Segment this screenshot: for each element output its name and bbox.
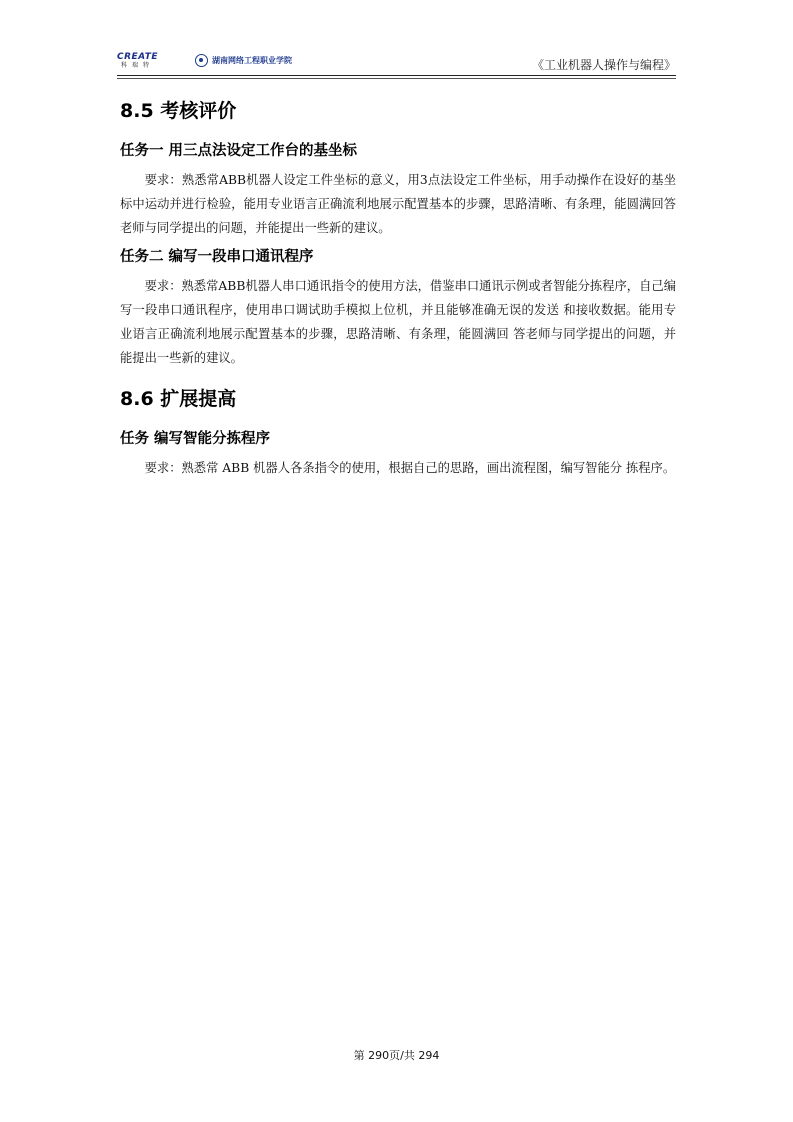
create-logo-chinese: 科瑞特 — [121, 62, 155, 69]
create-logo — [117, 52, 181, 74]
school-logo — [195, 52, 292, 68]
page-footer: 第 290页/共 294 — [353, 1049, 440, 1062]
header-rule — [117, 75, 676, 76]
create-logo-wordmark: CREATE — [117, 52, 159, 62]
task-title-1: 任务一 用三点法设定工作台的基坐标 — [120, 143, 358, 159]
page-header — [117, 48, 676, 76]
school-name: 湖南网络工程职业学院 — [212, 55, 292, 65]
section-title-8-5: 8.5 考核评价 — [120, 100, 237, 122]
page-content — [120, 96, 676, 480]
task-title-2: 任务二 编写一段串口通讯程序 — [120, 249, 314, 265]
header-rule-thin — [117, 78, 676, 79]
book-title: 《工业机器人操作与编程》 — [531, 58, 676, 72]
task-body-3: 要求：熟悉常 ABB 机器人各条指令的使用，根据自己的思路，画出流程图，编写智能分 拣程序。 — [144, 461, 676, 475]
school-seal-icon — [195, 54, 208, 67]
task-title-3: 任务 编写智能分拣程序 — [120, 431, 271, 447]
task-body-1: 要求：熟悉常ABB机器人设定工件坐标的意义，用3点法设定工件坐标，用手动操作在设好的基坐标中运动并进行检验，能用专业语言正确流利地展示配置基本的步骤，思路清晰、有条理，能圆满回答老师与同学提出的问题，并能提出一些新的建议。 — [120, 173, 676, 235]
task-body-2: 要求：熟悉常ABB机器人串口通讯指令的使用方法，借鉴串口通讯示例或者智能分拣程序，自己编写一段串口通讯程序，使用串口调试助手模拟上位机，并且能够准确无误的发送 和接收数据。能用专业语言正确流利地展示配置基本的步骤，思路清晰、有条理，能圆满回 答老师与同学提出的问题，并能提出一些新的建议。 — [120, 279, 676, 365]
section-title-8-6: 8.6 扩展提高 — [120, 388, 237, 410]
